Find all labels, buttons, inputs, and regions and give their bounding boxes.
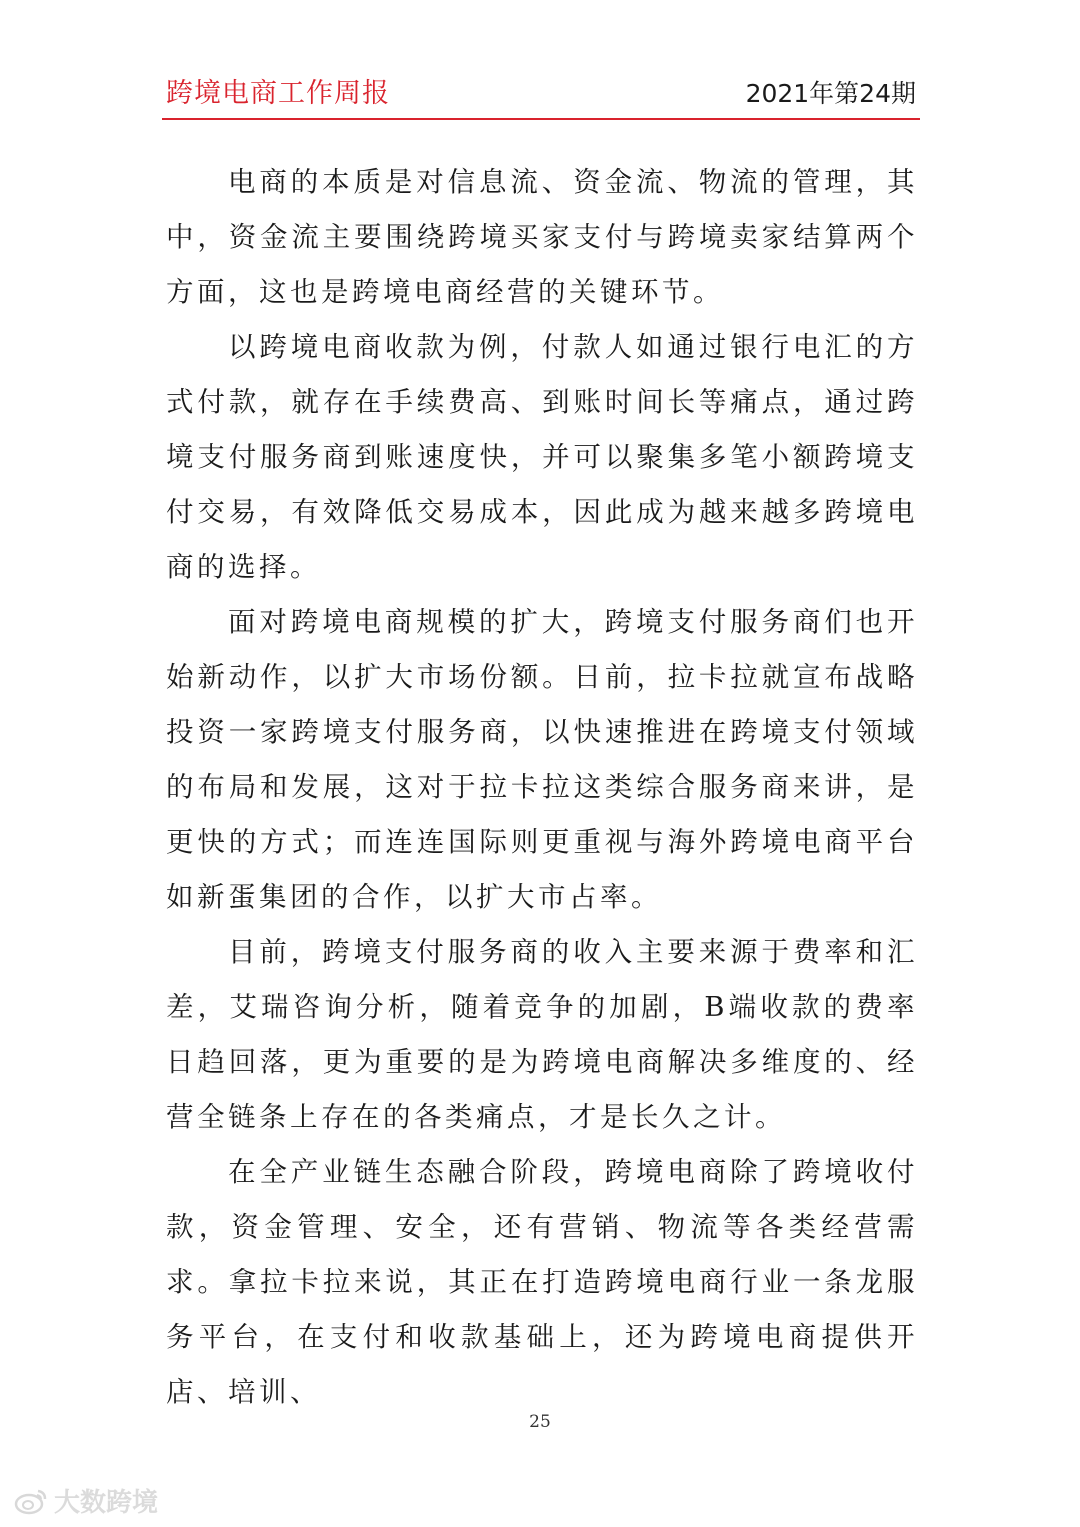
paragraph: 以跨境电商收款为例，付款人如通过银行电汇的方式付款，就存在手续费高、到账时间长等痛点，通过跨境支付服务商到账速度快，并可以聚集多笔小额跨境支付交易，有效降低交易成本，因此成为越来越多跨境电商的选择。 bbox=[166, 331, 918, 583]
article-body bbox=[166, 155, 918, 1420]
paragraph: 在全产业链生态融合阶段，跨境电商除了跨境收付款，资金管理、安全，还有营销、物流等各类经营需求。拿拉卡拉来说，其正在打造跨境电商行业一条龙服务平台，在支付和收款基础上，还为跨境电商提供开店、培训、 bbox=[166, 1156, 918, 1408]
watermark-text: 大数跨境 bbox=[54, 1488, 159, 1518]
watermark bbox=[14, 1482, 158, 1519]
paragraph: 电商的本质是对信息流、资金流、物流的管理，其中，资金流主要围绕跨境买家支付与跨境卖家结算两个方面，这也是跨境电商经营的关键环节。 bbox=[166, 166, 918, 308]
page-number: 25 bbox=[529, 1412, 551, 1432]
header-divider bbox=[162, 118, 920, 120]
weibo-logo-icon bbox=[14, 1487, 48, 1515]
paragraph: 面对跨境电商规模的扩大，跨境支付服务商们也开始新动作，以扩大市场份额。日前，拉卡拉就宣布战略投资一家跨境支付服务商，以快速推进在跨境支付领域的布局和发展，这对于拉卡拉这类综合服务商来讲，是更快的方式；而连连国际则更重视与海外跨境电商平台如新蛋集团的合作，以扩大市占率。 bbox=[166, 606, 918, 913]
report-title: 跨境电商工作周报 bbox=[166, 78, 390, 109]
issue-label: 2021年第24期 bbox=[745, 79, 916, 108]
paragraph: 目前，跨境支付服务商的收入主要来源于费率和汇差，艾瑞咨询分析，随着竞争的加剧，B端收款的费率日趋回落，更为重要的是为跨境电商解决多维度的、经营全链条上存在的各类痛点，才是长久之计。 bbox=[166, 936, 918, 1133]
